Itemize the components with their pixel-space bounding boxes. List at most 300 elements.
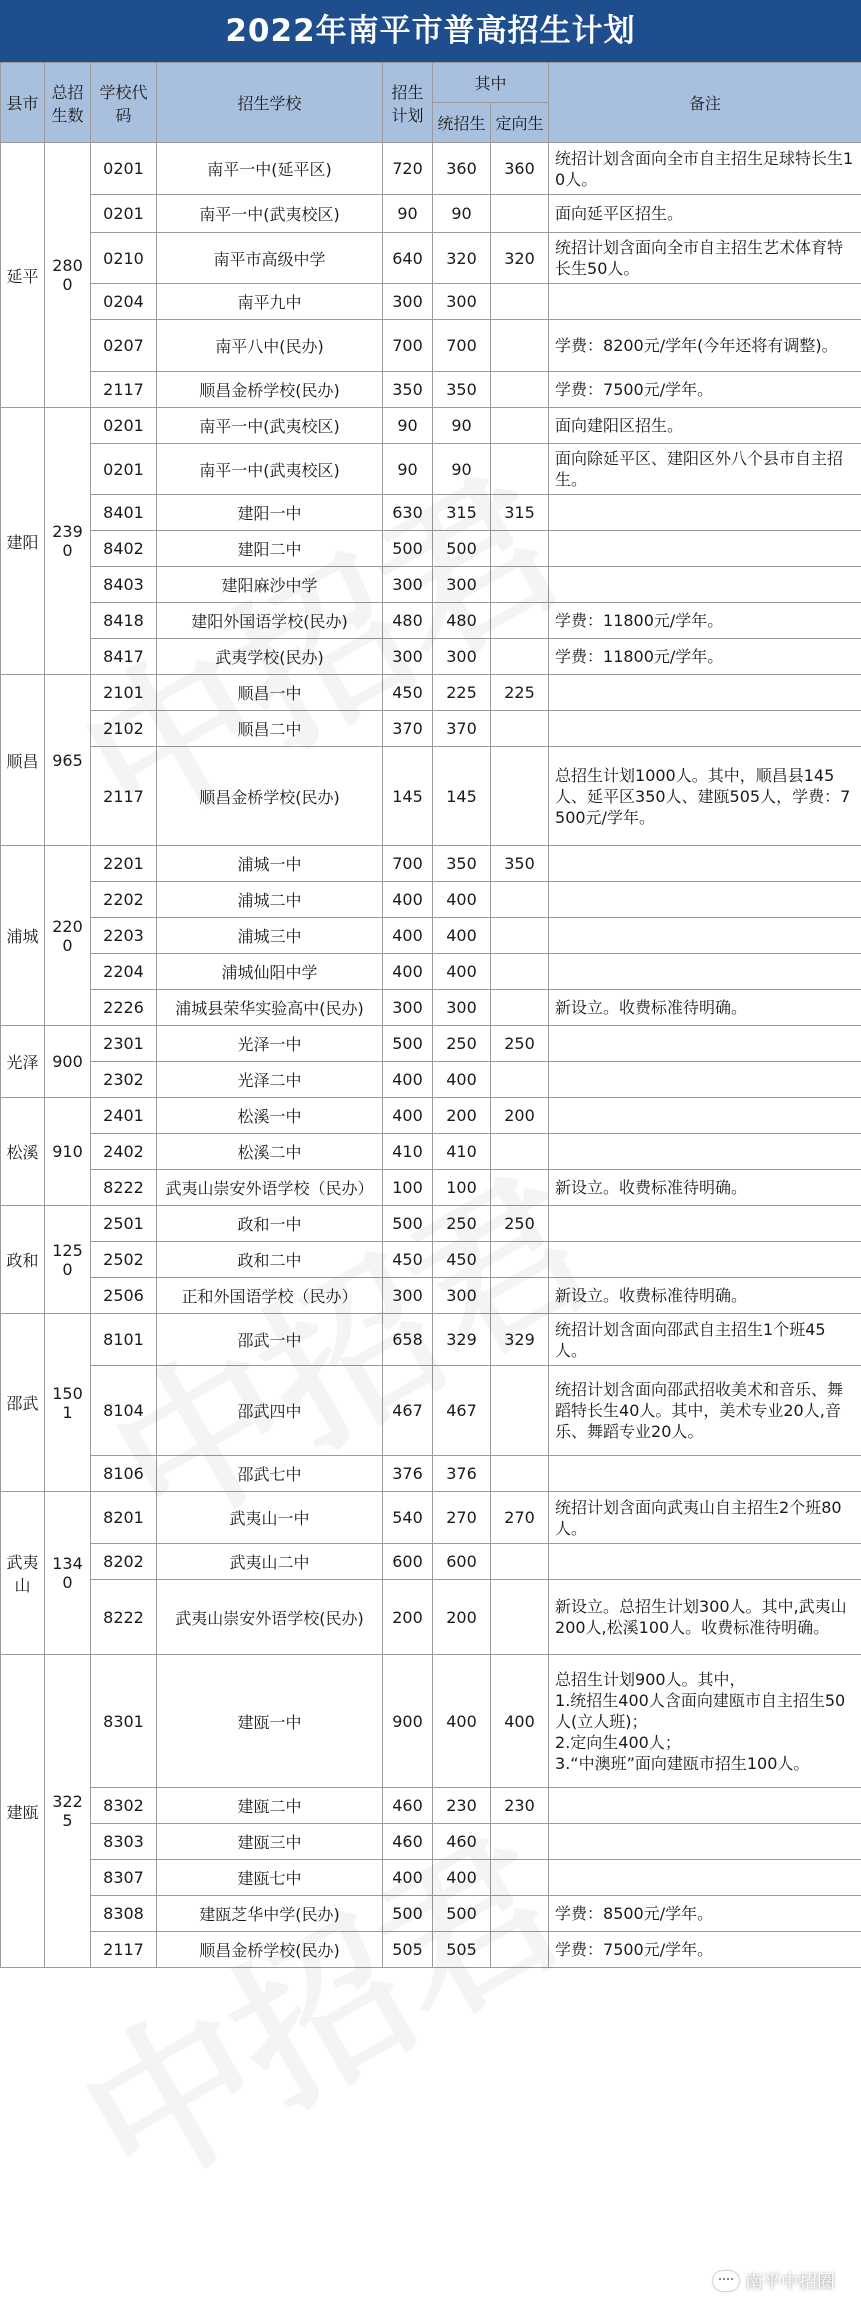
school-cell: 浦城二中 [157,882,383,918]
school-cell: 正和外国语学校（民办） [157,1278,383,1314]
unified-cell: 360 [433,143,491,195]
plan-cell: 640 [383,233,433,284]
table-row [1,846,861,882]
school-cell: 顺昌一中 [157,675,383,711]
school-cell: 顺昌金桥学校(民办) [157,1932,383,1968]
table-row [1,495,861,531]
plan-cell: 350 [383,372,433,408]
plan-cell: 630 [383,495,433,531]
code-cell: 8302 [91,1788,157,1824]
unified-cell: 90 [433,195,491,233]
plan-cell: 376 [383,1456,433,1492]
unified-cell: 467 [433,1366,491,1456]
code-cell: 8403 [91,567,157,603]
code-cell: 2302 [91,1062,157,1098]
plan-cell: 540 [383,1492,433,1544]
code-cell: 2502 [91,1242,157,1278]
code-cell: 2203 [91,918,157,954]
note-cell: 总招生计划1000人。其中，顺昌县145人、延平区350人、建瓯505人，学费：7500元/学年。 [549,747,861,846]
code-cell: 0204 [91,284,157,320]
table-row [1,711,861,747]
unified-cell: 350 [433,372,491,408]
table-row [1,990,861,1026]
table-row [1,1824,861,1860]
unified-cell: 315 [433,495,491,531]
school-cell: 松溪二中 [157,1134,383,1170]
plan-cell: 600 [383,1544,433,1580]
unified-cell: 500 [433,1896,491,1932]
directed-cell [491,918,549,954]
directed-cell: 320 [491,233,549,284]
plan-cell: 658 [383,1314,433,1366]
note-cell [549,531,861,567]
plan-cell: 300 [383,990,433,1026]
note-cell [549,1026,861,1062]
note-cell [549,1098,861,1134]
code-cell: 8101 [91,1314,157,1366]
county-cell: 邵武 [1,1314,45,1492]
plan-cell: 500 [383,1206,433,1242]
unified-cell: 250 [433,1206,491,1242]
code-cell: 2226 [91,990,157,1026]
code-cell: 2506 [91,1278,157,1314]
table-row [1,639,861,675]
total-cell: 965 [45,675,91,846]
unified-cell: 376 [433,1456,491,1492]
unified-cell: 200 [433,1580,491,1655]
plan-cell: 505 [383,1932,433,1968]
school-cell: 顺昌金桥学校(民办) [157,372,383,408]
unified-cell: 300 [433,990,491,1026]
note-cell [549,495,861,531]
plan-cell: 700 [383,846,433,882]
plan-cell: 145 [383,747,433,846]
plan-cell: 400 [383,954,433,990]
directed-cell: 350 [491,846,549,882]
plan-cell: 300 [383,284,433,320]
note-cell [549,675,861,711]
plan-cell: 300 [383,567,433,603]
code-cell: 0201 [91,408,157,444]
school-cell: 南平一中(武夷校区) [157,195,383,233]
county-cell: 武夷山 [1,1492,45,1655]
directed-cell: 329 [491,1314,549,1366]
code-cell: 8201 [91,1492,157,1544]
table-row [1,747,861,846]
note-cell: 新设立。收费标准待明确。 [549,1278,861,1314]
directed-cell [491,1932,549,1968]
directed-cell [491,372,549,408]
code-cell: 8303 [91,1824,157,1860]
unified-cell: 700 [433,320,491,372]
directed-cell: 400 [491,1655,549,1788]
unified-cell: 90 [433,444,491,495]
school-cell: 建瓯三中 [157,1824,383,1860]
code-cell: 2101 [91,675,157,711]
unified-cell: 400 [433,882,491,918]
plan-cell: 460 [383,1824,433,1860]
table-row [1,1098,861,1134]
table-row [1,603,861,639]
note-cell [549,1544,861,1580]
directed-cell [491,639,549,675]
school-cell: 南平市高级中学 [157,233,383,284]
county-cell: 松溪 [1,1098,45,1206]
code-cell: 0201 [91,195,157,233]
total-cell: 1501 [45,1314,91,1492]
unified-cell: 225 [433,675,491,711]
total-cell: 2800 [45,143,91,408]
enrollment-table [0,62,861,1968]
note-cell [549,1824,861,1860]
note-cell: 新设立。收费标准待明确。 [549,1170,861,1206]
plan-cell: 400 [383,1098,433,1134]
note-cell: 面向除延平区、建阳区外八个县市自主招生。 [549,444,861,495]
school-cell: 建瓯七中 [157,1860,383,1896]
plan-cell: 900 [383,1655,433,1788]
school-cell: 顺昌金桥学校(民办) [157,747,383,846]
plan-cell: 200 [383,1580,433,1655]
directed-cell [491,1134,549,1170]
table-row [1,1544,861,1580]
unified-cell: 100 [433,1170,491,1206]
plan-cell: 700 [383,320,433,372]
note-cell [549,1242,861,1278]
directed-cell: 225 [491,675,549,711]
note-cell: 新设立。收费标准待明确。 [549,990,861,1026]
directed-cell [491,990,549,1026]
table-row [1,954,861,990]
plan-cell: 480 [383,603,433,639]
school-cell: 政和一中 [157,1206,383,1242]
table-row [1,1206,861,1242]
school-cell: 浦城三中 [157,918,383,954]
code-cell: 8402 [91,531,157,567]
directed-cell [491,882,549,918]
county-cell: 延平 [1,143,45,408]
plan-cell: 300 [383,639,433,675]
note-cell [549,1062,861,1098]
school-cell: 南平九中 [157,284,383,320]
code-cell: 8301 [91,1655,157,1788]
plan-cell: 90 [383,408,433,444]
table-row [1,233,861,284]
table-row [1,1366,861,1456]
school-cell: 顺昌二中 [157,711,383,747]
note-cell: 学费：11800元/学年。 [549,603,861,639]
code-cell: 8417 [91,639,157,675]
note-cell: 统招计划含面向邵武招收美术和音乐、舞蹈特长生40人。其中，美术专业20人,音乐、舞蹈专业20人。 [549,1366,861,1456]
plan-cell: 467 [383,1366,433,1456]
code-cell: 2204 [91,954,157,990]
unified-cell: 145 [433,747,491,846]
directed-cell [491,195,549,233]
note-cell [549,711,861,747]
header-total: 总招生数 [45,63,91,143]
school-cell: 建阳麻沙中学 [157,567,383,603]
note-cell: 学费：7500元/学年。 [549,1932,861,1968]
school-cell: 邵武一中 [157,1314,383,1366]
plan-cell: 100 [383,1170,433,1206]
school-cell: 浦城一中 [157,846,383,882]
note-cell: 学费：11800元/学年。 [549,639,861,675]
note-cell [549,1456,861,1492]
plan-cell: 500 [383,1896,433,1932]
note-cell: 学费：7500元/学年。 [549,372,861,408]
unified-cell: 350 [433,846,491,882]
code-cell: 8401 [91,495,157,531]
unified-cell: 400 [433,954,491,990]
directed-cell [491,1860,549,1896]
school-cell: 南平一中(武夷校区) [157,444,383,495]
directed-cell [491,284,549,320]
directed-cell [491,1580,549,1655]
school-cell: 浦城县荣华实验高中(民办) [157,990,383,1026]
school-cell: 南平一中(武夷校区) [157,408,383,444]
table-row [1,675,861,711]
school-cell: 南平八中(民办) [157,320,383,372]
school-cell: 建阳二中 [157,531,383,567]
code-cell: 8202 [91,1544,157,1580]
directed-cell [491,1062,549,1098]
plan-cell: 400 [383,882,433,918]
plan-cell: 500 [383,531,433,567]
note-cell [549,567,861,603]
plan-cell: 400 [383,1860,433,1896]
table-row [1,408,861,444]
directed-cell [491,1544,549,1580]
school-cell: 武夷学校(民办) [157,639,383,675]
note-cell: 总招生计划900人。其中， 1.统招生400人含面向建瓯市自主招生50人(立人班)； 2.定向生400人； 3.“中澳班”面向建瓯市招生100人。 [549,1655,861,1788]
directed-cell [491,1170,549,1206]
plan-cell: 400 [383,1062,433,1098]
note-cell: 统招计划含面向全市自主招生艺术体育特长生50人。 [549,233,861,284]
total-cell: 1250 [45,1206,91,1314]
table-row [1,1932,861,1968]
directed-cell [491,603,549,639]
plan-cell: 90 [383,195,433,233]
logo [713,2268,835,2294]
note-cell: 学费：8200元/学年(今年还将有调整)。 [549,320,861,372]
school-cell: 建瓯二中 [157,1788,383,1824]
unified-cell: 270 [433,1492,491,1544]
county-cell: 顺昌 [1,675,45,846]
table-row [1,284,861,320]
county-cell: 光泽 [1,1026,45,1098]
unified-cell: 370 [433,711,491,747]
code-cell: 8106 [91,1456,157,1492]
table-row [1,372,861,408]
code-cell: 8307 [91,1860,157,1896]
directed-cell: 250 [491,1206,549,1242]
plan-cell: 460 [383,1788,433,1824]
school-cell: 建瓯一中 [157,1655,383,1788]
unified-cell: 450 [433,1242,491,1278]
wechat-icon [713,2271,739,2291]
table-row [1,143,861,195]
directed-cell [491,444,549,495]
directed-cell [491,1896,549,1932]
header-note: 备注 [549,63,861,143]
table-row [1,1278,861,1314]
code-cell: 2402 [91,1134,157,1170]
header-county: 县市 [1,63,45,143]
school-cell: 政和二中 [157,1242,383,1278]
note-cell: 统招计划含面向邵武自主招生1个班45人。 [549,1314,861,1366]
code-cell: 8418 [91,603,157,639]
total-cell: 3225 [45,1655,91,1968]
table-row [1,531,861,567]
header-school: 招生学校 [157,63,383,143]
code-cell: 0201 [91,444,157,495]
code-cell: 2501 [91,1206,157,1242]
table-row [1,1788,861,1824]
note-cell [549,1206,861,1242]
unified-cell: 410 [433,1134,491,1170]
table-row [1,918,861,954]
code-cell: 0201 [91,143,157,195]
unified-cell: 200 [433,1098,491,1134]
school-cell: 武夷山崇安外语学校（民办） [157,1170,383,1206]
directed-cell: 250 [491,1026,549,1062]
county-cell: 建阳 [1,408,45,675]
table-row [1,1134,861,1170]
total-cell: 900 [45,1026,91,1098]
school-cell: 建阳外国语学校(民办) [157,603,383,639]
unified-cell: 250 [433,1026,491,1062]
plan-cell: 720 [383,143,433,195]
total-cell: 2390 [45,408,91,675]
directed-cell [491,408,549,444]
directed-cell [491,1242,549,1278]
county-cell: 建瓯 [1,1655,45,1968]
table-row [1,1170,861,1206]
table-row [1,320,861,372]
school-cell: 建瓯芝华中学(民办) [157,1896,383,1932]
note-cell [549,846,861,882]
directed-cell [491,1456,549,1492]
table-row [1,1860,861,1896]
school-cell: 光泽一中 [157,1026,383,1062]
school-cell: 松溪一中 [157,1098,383,1134]
logo-text: 南平中招圈 [745,2272,835,2293]
directed-cell: 315 [491,495,549,531]
code-cell: 2117 [91,747,157,846]
table-row [1,1026,861,1062]
unified-cell: 230 [433,1788,491,1824]
code-cell: 8222 [91,1170,157,1206]
note-cell: 面向延平区招生。 [549,195,861,233]
note-cell: 统招计划含面向全市自主招生足球特长生10人。 [549,143,861,195]
plan-cell: 500 [383,1026,433,1062]
unified-cell: 400 [433,918,491,954]
total-cell: 910 [45,1098,91,1206]
note-cell [549,918,861,954]
table-row [1,195,861,233]
unified-cell: 329 [433,1314,491,1366]
directed-cell [491,567,549,603]
note-cell [549,1860,861,1896]
directed-cell: 200 [491,1098,549,1134]
unified-cell: 480 [433,603,491,639]
unified-cell: 300 [433,567,491,603]
total-cell: 1340 [45,1492,91,1655]
directed-cell [491,1824,549,1860]
note-cell [549,284,861,320]
table-row [1,1492,861,1544]
directed-cell: 230 [491,1788,549,1824]
directed-cell [491,531,549,567]
header-code: 学校代码 [91,63,157,143]
note-cell: 新设立。总招生计划300人。其中,武夷山200人,松溪100人。收费标准待明确。 [549,1580,861,1655]
table-row [1,882,861,918]
code-cell: 2301 [91,1026,157,1062]
school-cell: 南平一中(延平区) [157,143,383,195]
directed-cell [491,711,549,747]
school-cell: 武夷山一中 [157,1492,383,1544]
unified-cell: 400 [433,1062,491,1098]
code-cell: 2401 [91,1098,157,1134]
school-cell: 光泽二中 [157,1062,383,1098]
plan-cell: 410 [383,1134,433,1170]
directed-cell: 360 [491,143,549,195]
unified-cell: 400 [433,1655,491,1788]
plan-cell: 300 [383,1278,433,1314]
note-cell: 学费：8500元/学年。 [549,1896,861,1932]
unified-cell: 500 [433,531,491,567]
plan-cell: 400 [383,918,433,954]
header-of-which: 其中 [433,63,549,103]
table-row [1,1314,861,1366]
code-cell: 8308 [91,1896,157,1932]
header-directed: 定向生 [491,103,549,143]
table-row [1,1580,861,1655]
note-cell [549,882,861,918]
table-row [1,1062,861,1098]
directed-cell [491,1278,549,1314]
header-unified: 统招生 [433,103,491,143]
unified-cell: 300 [433,284,491,320]
county-cell: 政和 [1,1206,45,1314]
note-cell [549,1134,861,1170]
plan-cell: 450 [383,675,433,711]
plan-cell: 450 [383,1242,433,1278]
plan-cell: 370 [383,711,433,747]
unified-cell: 320 [433,233,491,284]
school-cell: 浦城仙阳中学 [157,954,383,990]
code-cell: 0210 [91,233,157,284]
code-cell: 2202 [91,882,157,918]
unified-cell: 300 [433,639,491,675]
unified-cell: 300 [433,1278,491,1314]
school-cell: 邵武四中 [157,1366,383,1456]
code-cell: 2102 [91,711,157,747]
header-plan: 招生计划 [383,63,433,143]
table-body [1,143,861,1968]
unified-cell: 460 [433,1824,491,1860]
unified-cell: 600 [433,1544,491,1580]
note-cell: 面向建阳区招生。 [549,408,861,444]
school-cell: 建阳一中 [157,495,383,531]
directed-cell: 270 [491,1492,549,1544]
total-cell: 2200 [45,846,91,1026]
code-cell: 2117 [91,1932,157,1968]
page-title: 2022年南平市普高招生计划 [0,0,861,62]
table-row [1,1456,861,1492]
table-row [1,1242,861,1278]
code-cell: 0207 [91,320,157,372]
table-row [1,1896,861,1932]
